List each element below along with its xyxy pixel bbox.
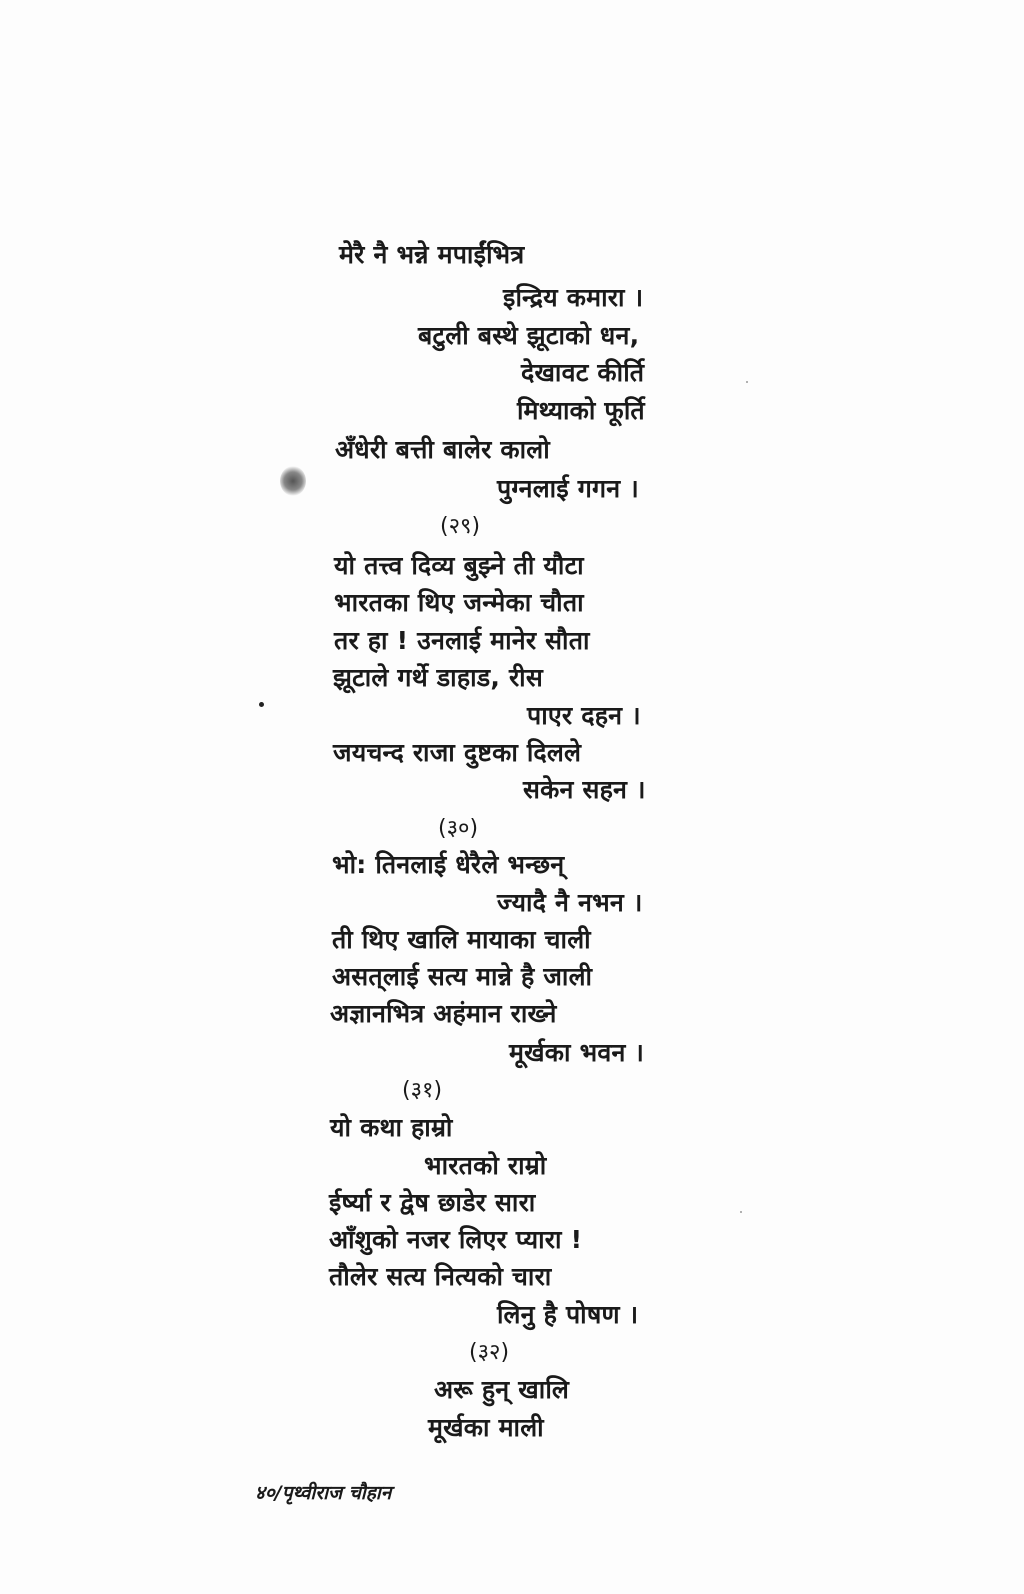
verse-line: यो कथा हाम्रो bbox=[330, 1113, 453, 1142]
verse-line: अँधेरी बत्ती बालेर कालो bbox=[335, 435, 550, 464]
verse-line: लिनु है पोषण । bbox=[497, 1300, 639, 1329]
verse-line: मूर्खका माली bbox=[428, 1413, 544, 1442]
verse-number: (३०) bbox=[438, 816, 479, 841]
verse-number: (३१) bbox=[402, 1078, 443, 1103]
verse-line: ईर्ष्या र द्वेष छाडेर सारा bbox=[329, 1188, 536, 1217]
verse-number: (३२) bbox=[469, 1340, 510, 1365]
verse-line: जयचन्द राजा दुष्टका दिलले bbox=[333, 738, 582, 767]
verse-line: सकेन सहन । bbox=[523, 775, 646, 804]
ink-speck bbox=[740, 1211, 742, 1213]
verse-line: देखावट कीर्ति bbox=[521, 358, 645, 387]
page-footer: ४०/पृथ्वीराज चौहान bbox=[255, 1482, 392, 1504]
verse-number: (२९) bbox=[440, 514, 481, 539]
verse-line: अज्ञानभित्र अहंमान राख्ने bbox=[330, 999, 557, 1028]
verse-line: इन्द्रिय कमारा । bbox=[503, 283, 644, 312]
ink-speck bbox=[259, 702, 264, 707]
verse-line: असत्‌लाई सत्य मान्ने है जाली bbox=[332, 962, 593, 991]
verse-line: आँशुको नजर लिएर प्यारा ! bbox=[329, 1225, 583, 1254]
verse-line: बटुली बस्थे झूटाको धन, bbox=[418, 321, 640, 350]
verse-line: झूटाले गर्थे डाहाड, रीस bbox=[333, 663, 543, 692]
verse-line: मेरै नै भन्ने मपाईंभित्र bbox=[339, 240, 525, 269]
verse-line: मूर्खका भवन । bbox=[509, 1038, 645, 1067]
verse-line: तौलेर सत्य नित्यको चारा bbox=[329, 1262, 552, 1291]
verse-line: ती थिए खालि मायाका चाली bbox=[332, 925, 591, 954]
verse-line: पुग्नलाई गगन । bbox=[497, 474, 639, 503]
verse-line: तर हा ! उनलाई मानेर सौता bbox=[334, 626, 590, 655]
verse-line: भारतको राम्रो bbox=[424, 1151, 547, 1180]
verse-line: अरू हुन् खालि bbox=[434, 1375, 570, 1404]
verse-line: यो तत्त्व दिव्य बुझ्ने ती यौटा bbox=[334, 551, 584, 580]
ink-speck bbox=[746, 381, 748, 383]
verse-line: पाएर दहन । bbox=[527, 701, 641, 730]
ink-blot bbox=[280, 466, 306, 496]
verse-line: भारतका थिए जन्मेका चौता bbox=[334, 588, 584, 617]
verse-line: ज्यादै नै नभन । bbox=[497, 888, 643, 917]
verse-line: मिथ्याको फूर्ति bbox=[517, 396, 645, 425]
verse-line: भो: तिनलाई धेरैले भन्छन् bbox=[332, 850, 565, 879]
